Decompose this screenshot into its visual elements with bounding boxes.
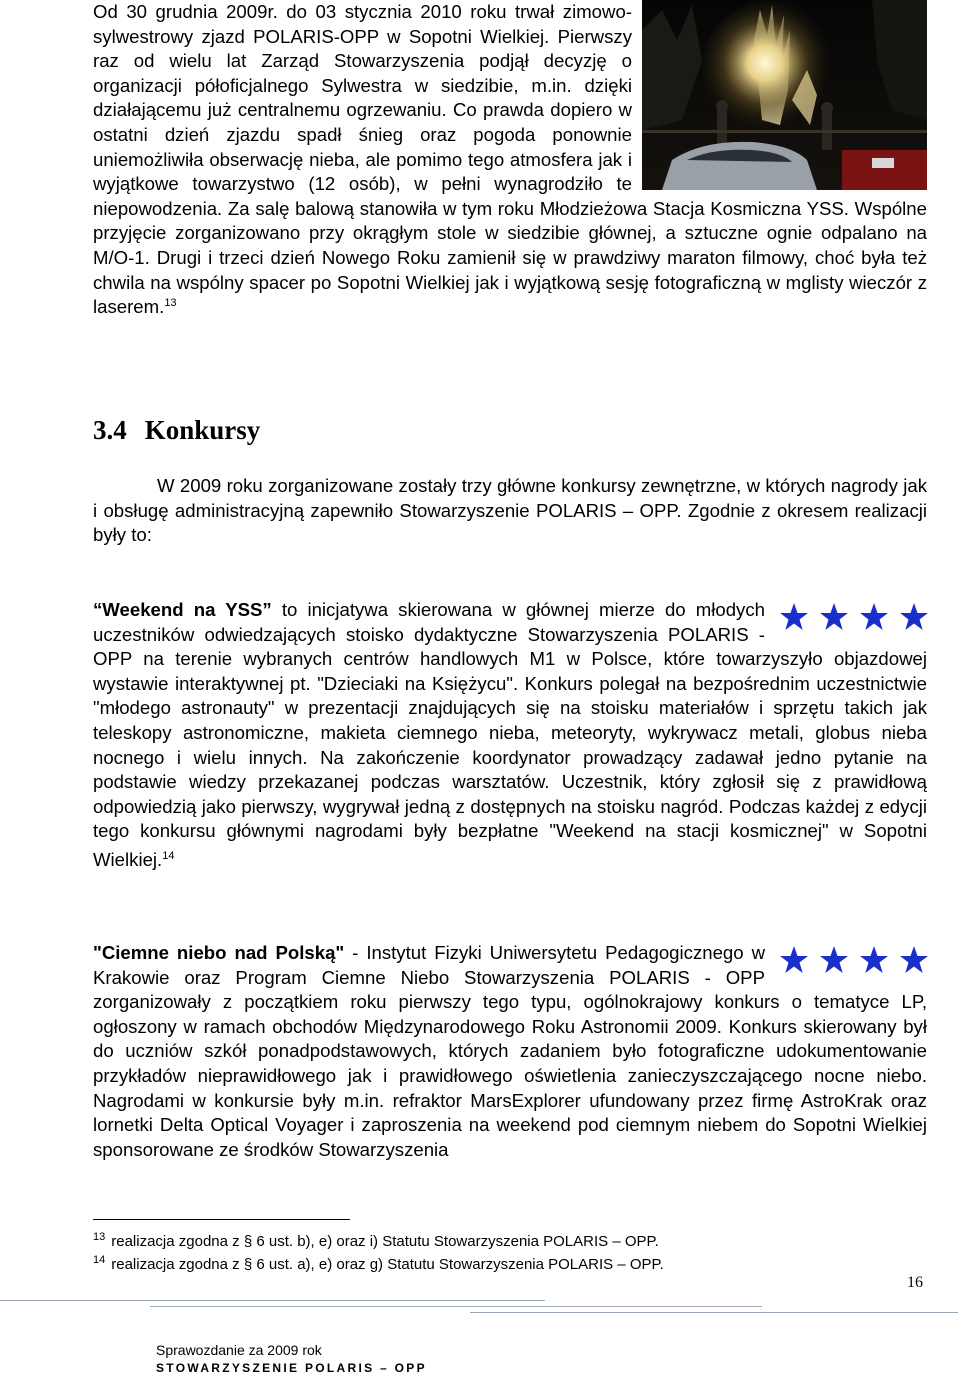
intro-paragraph xyxy=(93,0,927,320)
section-heading xyxy=(93,415,260,446)
footer-line xyxy=(470,1312,958,1313)
footer-title: Sprawozdanie za 2009 rok xyxy=(156,1342,322,1358)
footnote-14: $^{14}$ realizacja zgodna z § 6 ust. a), e) oraz g) Statutu Stowarzyszenia POLARIS – OPP. xyxy=(93,1254,664,1273)
contest2-text: - Instytut Fizyki Uniwersytetu Pedagogicznego w Krakowie oraz Program Ciemne Niebo Stowarzyszenia POLARIS - OPP zorganizowały z początkiem roku pierwszy tego typu, ogólnokrajowy konkurs o tematyce LP, ogłoszony w ramach obchodów Międzynarodowego Roku Astronomii 2009. Konkurs skierowany był do uczniów szkół ponadpodstawowych, których zadaniem było fotograficzne udokumentowanie przykładów nieprawidłowego jak i prawidłowego oświetlenia zanieczyszczającego nocne niebo. Nagrodami w konkursie były m.in. refraktor MarsExplorer ufundowany przez firmę AstroKrak oraz lornetki Delta Optical Voyager i zaproszenia na weekend pod ciemnym niebem do Sopotni Wielkiej sponsorowane ze środków Stowarzyszenia xyxy=(93,942,927,1160)
section-number: 3.4 xyxy=(93,415,127,445)
intro-text: Od 30 grudnia 2009r. do 03 stycznia 2010 roku trwał zimowo-sylwestrowy zjazd POLARIS-OPP w Sopotni Wielkiej. Pierwszy raz od wielu lat Zarząd Stowarzyszenia podjął decyzję o organizacji półoficjalnego Sylwestra w siedzibie, m.in. dzięki działającemu już centralnemu ogrzewaniu. Co prawda dopiero w ostatni dzień zjazdu spadł śnieg oraz pogoda ponownie uniemożliwiła obserwację nieba, ale pomimo tego atmosfera jak i wyjątkowe towarzystwo (12 osób), w pełni wynagrodziło te niepowodzenia. Za salę balową stanowiła w tym roku Młodzieżowa Stacja Kosmiczna YSS. Wspólne przyjęcie zorganizowano przy okrągłym stole w siedzibie głównej, a sztuczne ognie odpalano na M/O-1. Drugi i trzeci dzień Nowego Roku zamienił się w prawdziwy maraton filmowy, choć była też chwila na wspólny spacer po Sopotni Wielkiej jak i wyjątkową sesję fotograficzną w mglisty wieczór z laserem. xyxy=(93,1,927,318)
contest-weekend-na-yss xyxy=(93,598,927,873)
section-title: Konkursy xyxy=(144,415,261,445)
footer-org-name: STOWARZYSZENIE POLARIS – OPP xyxy=(156,1361,427,1375)
footnotes xyxy=(93,1228,927,1274)
footnote-ref-14[interactable]: 14 xyxy=(162,849,175,862)
footer-line xyxy=(150,1306,762,1307)
page-number: 16 xyxy=(907,1274,923,1291)
konkursy-intro-paragraph: W 2009 roku zorganizowane zostały trzy główne konkursy zewnętrzne, w których nagrody jak i obsługę administracyjną zapewniło Stowarzyszenie POLARIS – OPP. Zgodnie z okresem realizacji były to: xyxy=(93,475,927,546)
footer-line xyxy=(0,1300,545,1301)
footnote-divider xyxy=(93,1219,350,1220)
contest2-title: "Ciemne niebo nad Polską" xyxy=(93,942,345,963)
star-rating-icon xyxy=(779,945,939,975)
footnote-13: $^{13}$ realizacja zgodna z § 6 ust. b), e) oraz i) Statutu Stowarzyszenia POLARIS – OPP. xyxy=(93,1231,659,1250)
contest1-text: to inicjatywa skierowana w głównej mierze do młodych uczestników odwiedzających stoisko dydaktyczne Stowarzyszenia POLARIS - OPP na terenie wybranych centrów handlowych M1 w Polsce, które towarzyszyło objazdowej wystawie interaktywnej pt. "Dzieciaki na Księżycu". Konkurs polegał na bezpośrednim uczestnictwie "młodego astronauty" w prezentacji znajdujących się na stoisku materiałów i sprzętu takich jak teleskopy astronomiczne, makieta ciemnego nieba, meteoryty, wykrywacz metali, globus nieba nocnego i wielu innych. Na zakończenie koordynator prowadzący zadawał jedno pytanie na podstawie wiedzy przekazanej podczas warsztatów. Uczestnik, który zgłosił się z prawidłową odpowiedzią jako pierwszy, wygrywał jedną z dostępnych na stoisku nagród. Podczas każdej z edycji tego konkursu głównymi nagrodami były bezpłatne "Weekend na stacji kosmicznej" w Sopotni Wielkiej. xyxy=(93,599,927,871)
contest1-title: “Weekend na YSS” xyxy=(93,599,272,620)
contest-ciemne-niebo xyxy=(93,941,927,1162)
footnote-ref-13[interactable]: 13 xyxy=(164,296,177,309)
fireworks-photo xyxy=(642,0,927,190)
star-rating-icon xyxy=(779,602,939,632)
